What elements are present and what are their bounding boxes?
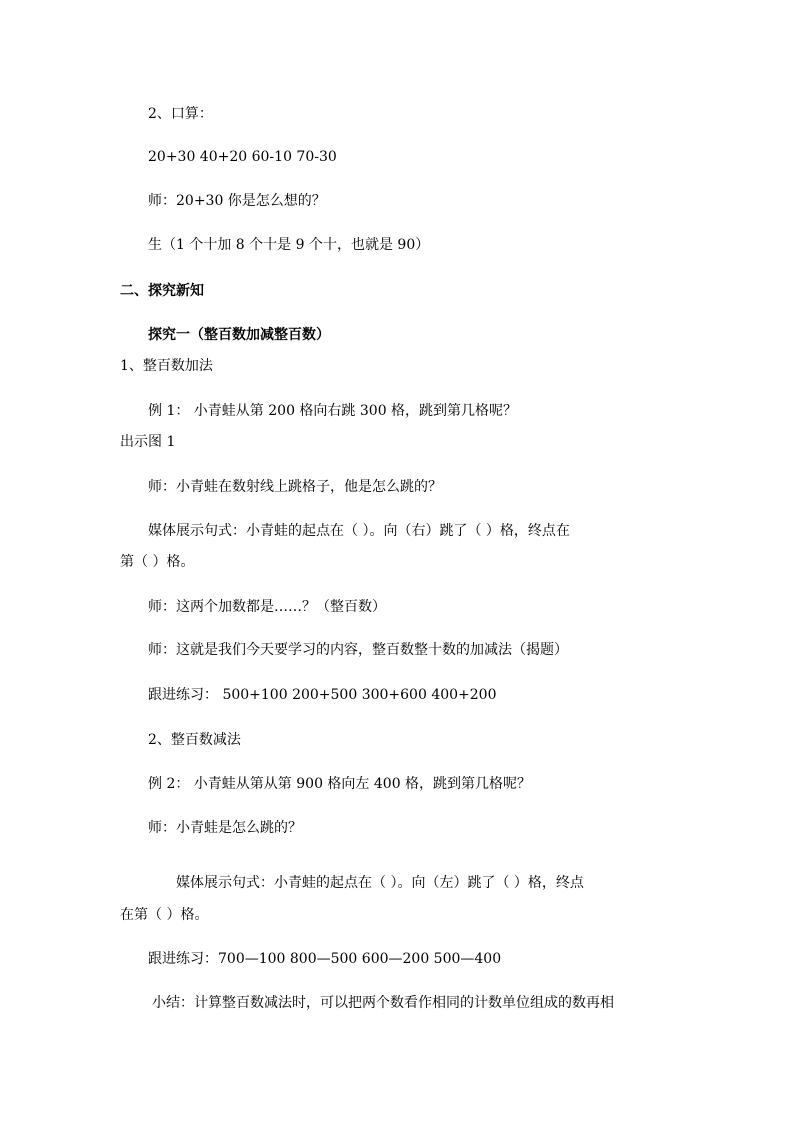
- teacher-question-2: 师：小青蛙在数射线上跳格子，他是怎么跳的？: [148, 479, 442, 495]
- oral-calc-problems: 20+30 40+20 60-10 70-30: [148, 149, 337, 165]
- topic-subtraction: 2、整百数减法: [148, 732, 241, 748]
- teacher-question-4: 师：小青蛙是怎么跳的？: [148, 820, 302, 836]
- media-sentence-2a: 媒体展示句式：小青蛙的起点在（ ）。向（左）跳了（ ）格，终点: [176, 875, 584, 891]
- teacher-topic-reveal: 师：这就是我们今天要学习的内容，整百数整十数的加减法（揭题）: [148, 642, 568, 658]
- section-heading-explore: 二、探究新知: [120, 283, 204, 299]
- follow-up-practice-2: 跟进练习：700—100 800—500 600—200 500—400: [148, 951, 502, 967]
- example-2: 例 2： 小青蛙从第从第 900 格向左 400 格，跳到第几格呢？: [148, 776, 532, 792]
- teacher-question-3: 师：这两个加数都是……？（整百数）: [148, 599, 386, 615]
- topic-addition: 1、整百数加法: [120, 358, 213, 374]
- subsection-heading-explore-1: 探究一（整百数加减整百数）: [148, 327, 330, 343]
- media-sentence-1b: 第（ ）格。: [120, 554, 195, 570]
- media-sentence-2b: 在第（ ）格。: [120, 907, 209, 923]
- section-item-oral-calc: 2、口算：: [148, 106, 213, 122]
- student-answer-1: 生（1 个十加 8 个十是 9 个十，也就是 90）: [148, 237, 430, 253]
- teacher-question-1: 师：20+30 你是怎么想的？: [148, 193, 326, 209]
- media-sentence-1a: 媒体展示句式：小青蛙的起点在（ ）。向（右）跳了（ ）格，终点在: [148, 523, 570, 539]
- show-figure-1: 出示图 1: [120, 434, 176, 450]
- example-1: 例 1： 小青蛙从第 200 格向右跳 300 格，跳到第几格呢？: [148, 403, 518, 419]
- summary-text: 小结：计算整百数减法时，可以把两个数看作相同的计数单位组成的数再相: [152, 995, 614, 1011]
- follow-up-practice-1: 跟进练习： 500+100 200+500 300+600 400+200: [148, 687, 497, 703]
